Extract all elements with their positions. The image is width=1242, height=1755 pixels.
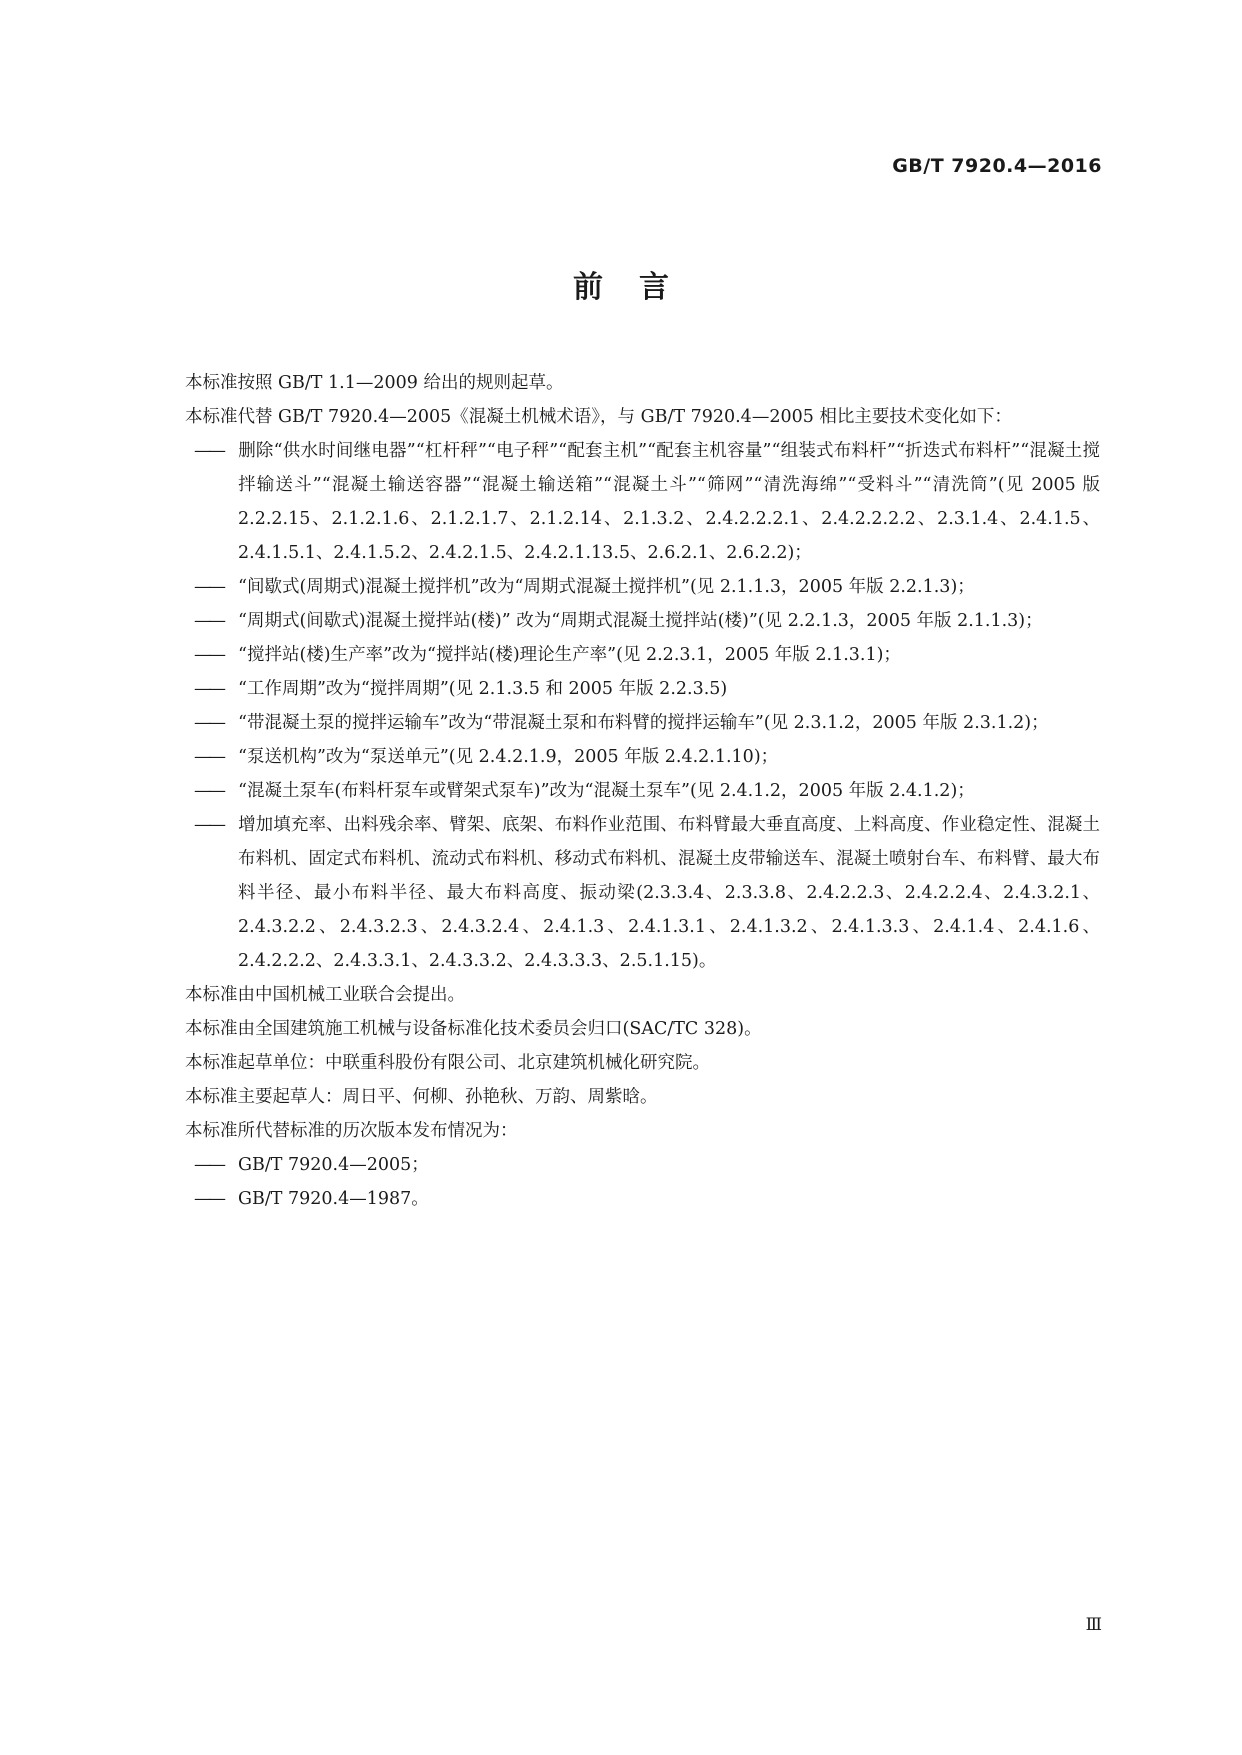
change-item xyxy=(150,706,1100,740)
history-text: GB/T 7920.4—2005； xyxy=(238,1155,429,1175)
change-text: “工作周期”改为“搅拌周期”(见 2.1.3.5 和 2005 年版 2.2.3.5) xyxy=(238,679,728,699)
committee-paragraph: 本标准由全国建筑施工机械与设备标准化技术委员会归口(SAC/TC 328)。 xyxy=(185,1019,762,1039)
dash-marker: —— xyxy=(194,713,223,733)
change-item xyxy=(150,638,1100,672)
change-text: “泵送机构”改为“泵送单元”(见 2.4.2.1.9，2005 年版 2.4.2.1.10)； xyxy=(238,747,779,767)
dash-marker: —— xyxy=(194,747,223,767)
foreword-body xyxy=(150,366,1100,1216)
page-title: 前言 xyxy=(573,270,705,305)
dash-marker: —— xyxy=(194,679,223,699)
change-item xyxy=(150,604,1100,638)
dash-marker: —— xyxy=(194,781,223,801)
dash-marker: —— xyxy=(194,815,223,835)
change-text: 增加填充率、出料残余率、臂架、底架、布料作业范围、布料臂最大垂直高度、上料高度、作业稳定性、混凝土布料机、固定式布料机、流动式布料机、移动式布料机、混凝土皮带输送车、混凝土喷射台车、布料臂、最大布料半径、最小布料半径、最大布料高度、振动梁(2.3.3.4、2.3.3.8、2.4.2.2.3、2.4.2.2.4、2.4.3.2.1、2.4.3.2.2、2.4.3.2.3、2.4.3.2.4、2.4.1.3、2.4.1.3.1、2.4.1.3.2、2.4.1.3.3、2.4.1.4、2.4.1.6、2.4.2.2.2、2.4.3.3.1、2.4.3.3.2、2.4.3.3.3、2.5.1.15)。 xyxy=(238,815,1100,971)
change-text: “搅拌站(楼)生产率”改为“搅拌站(楼)理论生产率”(见 2.2.3.1，2005 年版 2.1.3.1)； xyxy=(238,645,901,665)
change-item xyxy=(150,434,1100,570)
dash-marker: —— xyxy=(194,577,223,597)
page-number: Ⅲ xyxy=(1085,1615,1102,1635)
history-item xyxy=(150,1148,1100,1182)
history-text: GB/T 7920.4—1987。 xyxy=(238,1189,429,1209)
dash-marker: —— xyxy=(194,645,223,665)
change-text: 删除“供水时间继电器”“杠杆秤”“电子秤”“配套主机”“配套主机容量”“组装式布料杆”“折迭式布料杆”“混凝土搅拌输送斗”“混凝土输送容器”“混凝土输送箱”“混凝土斗”“筛网”“清洗海绵”“受料斗”“清洗筒”(见 2005 版 2.2.2.15、2.1.2.1.6、2.1.2.1.7、2.1.2.14、2.1.3.2、2.4.2.2.2.1、2.4.2.2.2.2、2.3.1.4、2.4.1.5、2.4.1.5.1、2.4.1.5.2、2.4.2.1.5、2.4.2.1.13.5、2.6.2.1、2.6.2.2)； xyxy=(238,441,1100,563)
proposer-paragraph: 本标准由中国机械工业联合会提出。 xyxy=(185,985,465,1005)
history-list xyxy=(150,1148,1100,1216)
dash-marker: —— xyxy=(194,611,223,631)
dash-marker: —— xyxy=(194,1155,223,1175)
intro-paragraph-2: 本标准代替 GB/T 7920.4—2005《混凝土机械术语》，与 GB/T 7920.4—2005 相比主要技术变化如下： xyxy=(185,407,1012,427)
dash-marker: —— xyxy=(194,1189,223,1209)
change-item xyxy=(150,740,1100,774)
drafters-paragraph: 本标准主要起草人：周日平、何柳、孙艳秋、万韵、周紫晗。 xyxy=(185,1087,658,1107)
change-item xyxy=(150,570,1100,604)
change-text: “周期式(间歇式)混凝土搅拌站(楼)” 改为“周期式混凝土搅拌站(楼)”(见 2.2.1.3，2005 年版 2.1.1.3)； xyxy=(238,611,1043,631)
change-item xyxy=(150,672,1100,706)
change-item xyxy=(150,808,1100,978)
dash-marker: —— xyxy=(194,441,223,461)
change-text: “间歇式(周期式)混凝土搅拌机”改为“周期式混凝土搅拌机”(见 2.1.1.3，2005 年版 2.2.1.3)； xyxy=(238,577,975,597)
drafting-units-paragraph: 本标准起草单位：中联重科股份有限公司、北京建筑机械化研究院。 xyxy=(185,1053,710,1073)
change-text: “混凝土泵车(布料杆泵车或臂架式泵车)”改为“混凝土泵车”(见 2.4.1.2，2005 年版 2.4.1.2)； xyxy=(238,781,975,801)
change-text: “带混凝土泵的搅拌运输车”改为“带混凝土泵和布料臂的搅拌运输车”(见 2.3.1.2，2005 年版 2.3.1.2)； xyxy=(238,713,1049,733)
intro-paragraph-1: 本标准按照 GB/T 1.1—2009 给出的规则起草。 xyxy=(185,373,564,393)
history-intro-paragraph: 本标准所代替标准的历次版本发布情况为： xyxy=(185,1121,518,1141)
change-item xyxy=(150,774,1100,808)
history-item xyxy=(150,1182,1100,1216)
changes-list xyxy=(150,434,1100,978)
standard-code: GB/T 7920.4—2016 xyxy=(892,155,1102,177)
